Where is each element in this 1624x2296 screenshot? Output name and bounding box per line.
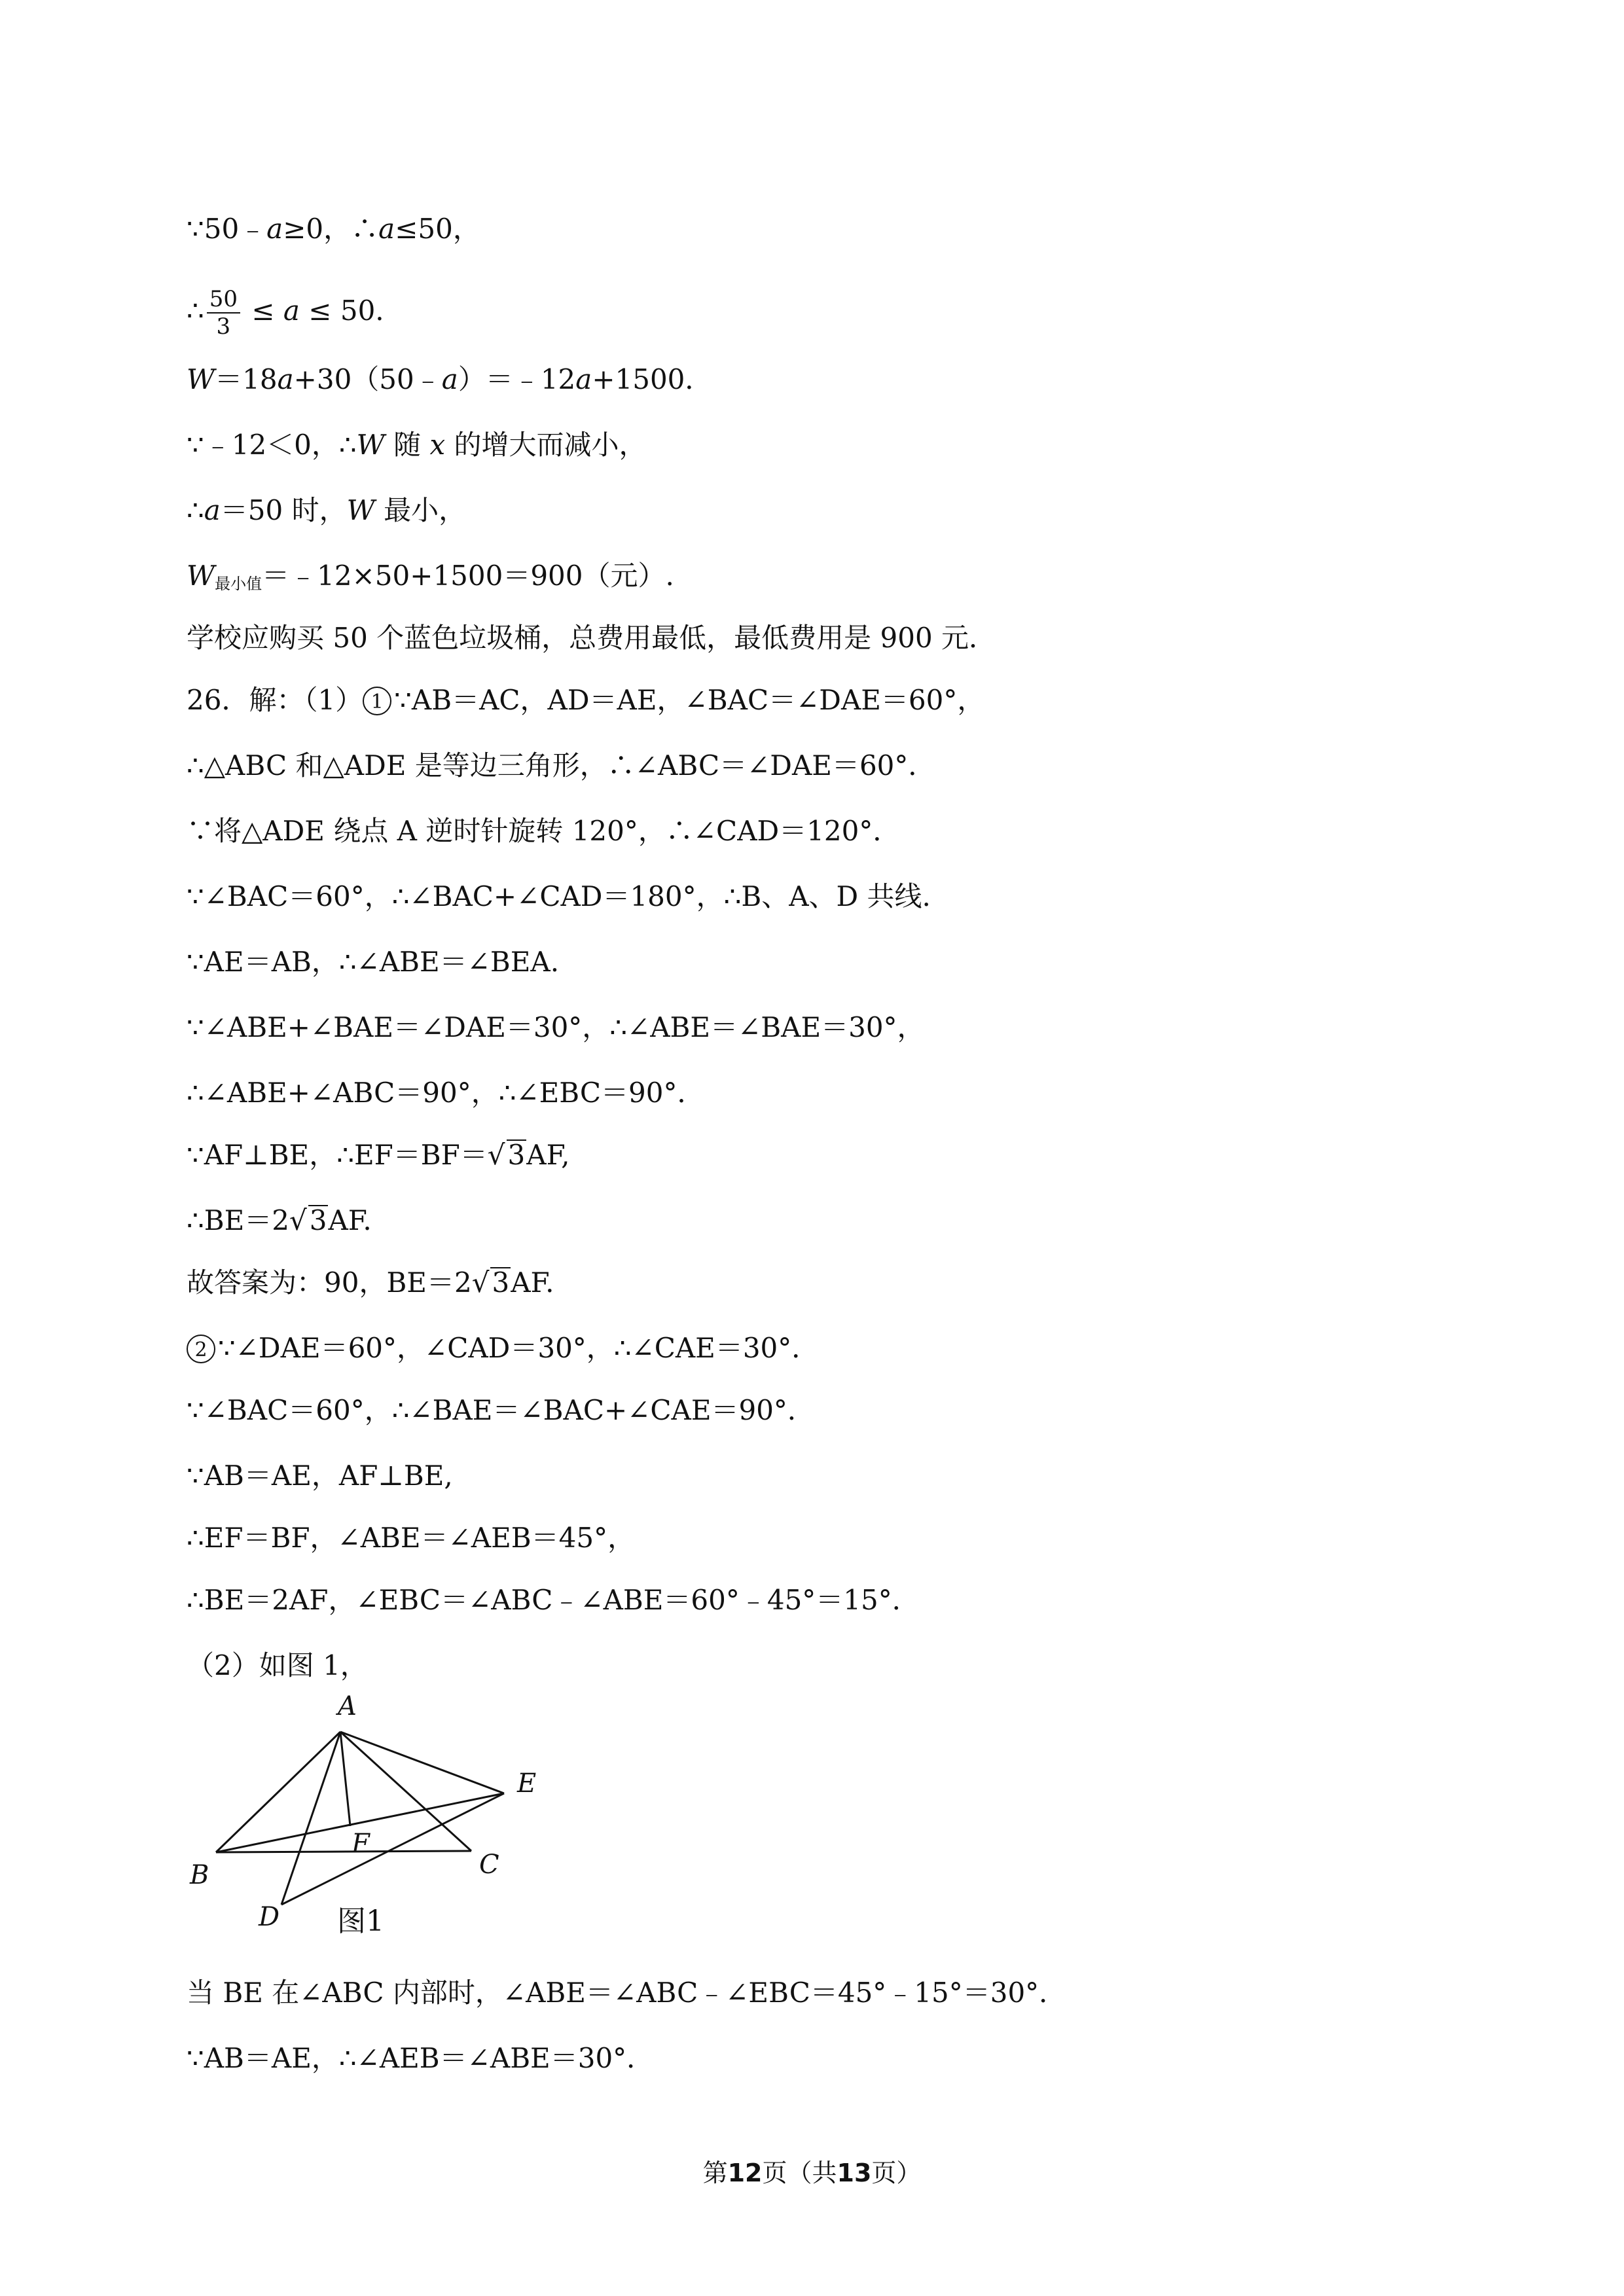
page-total: 13 [837,2159,872,2187]
segment-DE [281,1793,504,1905]
solution-line-3: W＝18a+30（50﹣a）＝﹣12a+1500． [187,363,713,395]
solution-line-20: ∵AB＝AE，AF⊥BE, [187,1460,453,1492]
solution-line-1: ∵50﹣a≥0，∴a≤50， [187,213,480,245]
circled-number: 1 [363,687,391,715]
radical-sign: √ [471,1266,490,1299]
solution-line-19: ∵∠BAC＝60°，∴∠BAE＝∠BAC+∠CAE＝90°． [187,1394,815,1426]
segment-AB [216,1732,340,1852]
segment-AE [340,1732,504,1793]
figure-caption: 图1 [337,1905,384,1938]
radical-sign: √ [289,1204,307,1236]
solution-line-7: 学校应购买 50 个蓝色垃圾桶，总费用最低，最低费用是 900 元． [187,622,997,654]
segment-BC [216,1851,471,1852]
geometry-figure-1 [183,1689,576,1964]
label-C: C [479,1850,499,1880]
fraction: $\frac{50}{3}$ [207,286,240,340]
solution-line-4: ∵﹣12＜0，∴W 随 x 的增大而减小， [187,429,647,461]
solution-line-10: ∵将△ADE 绕点 A 逆时针旋转 120°，∴∠CAD＝120°． [187,815,901,847]
solution-line-17: 故答案为：90，BE＝2√3AF. [187,1266,554,1299]
solution-line-9: ∴△ABC 和△ADE 是等边三角形，∴∠ABC＝∠DAE＝60°． [187,749,936,781]
page-number: 12 [727,2159,763,2187]
solution-line-15: ∵AF⊥BE，∴EF＝BF＝√3AF, [187,1139,570,1171]
page-footer: 第12页（共13页） [702,2159,922,2187]
solution-line-21: ∴EF＝BF，∠ABE＝∠AEB＝45°， [187,1522,636,1554]
label-F: F [352,1829,370,1859]
segment-AF [340,1732,350,1826]
label-B: B [190,1860,209,1890]
solution-line-23: （2）如图 1， [187,1649,368,1681]
solution-line-5: ∴a＝50 时，W 最小， [187,494,467,526]
solution-line-25: ∵AB＝AE，∴∠AEB＝∠ABE＝30°． [187,2042,655,2074]
circled-number: 2 [187,1335,215,1363]
solution-line-12: ∵AE＝AB，∴∠ABE＝∠BEA. [187,946,560,978]
radical-sign: √ [487,1139,505,1171]
solution-line-22: ∴BE＝2AF，∠EBC＝∠ABC﹣∠ABE＝60°﹣45°＝15°． [187,1584,920,1616]
solution-line-16: ∴BE＝2√3AF. [187,1204,372,1236]
label-D: D [259,1902,280,1932]
solution-line-14: ∴∠ABE+∠ABC＝90°，∴∠EBC＝90°． [187,1077,705,1109]
solution-line-6: $W_{最小值}=﹣12\times 50+1500=900$（元）. [187,560,674,593]
label-E: E [517,1768,537,1799]
solution-line-2: ∴ $\frac{50}{3}$ ≤ a ≤ 50. [187,286,384,340]
solution-line-18: 2 ∵∠DAE＝60°，∠CAD＝30°，∴∠CAE＝30°． [187,1329,819,1368]
label-A: A [338,1691,357,1721]
solution-line-13: ∵∠ABE+∠BAE＝∠DAE＝30°，∴∠ABE＝∠BAE＝30°， [187,1011,925,1043]
solution-line-24: 当 BE 在∠ABC 内部时，∠ABE＝∠ABC﹣∠EBC＝45°﹣15°＝30°． [187,1977,1067,2009]
solution-line-11: ∵∠BAC＝60°，∴∠BAC+∠CAD＝180°，∴B、A、D 共线. [187,880,931,912]
solution-line-8: 26．解：（1） 1 ∵AB＝AC，AD＝AE，∠BAC＝∠DAE＝60°， [187,684,985,716]
